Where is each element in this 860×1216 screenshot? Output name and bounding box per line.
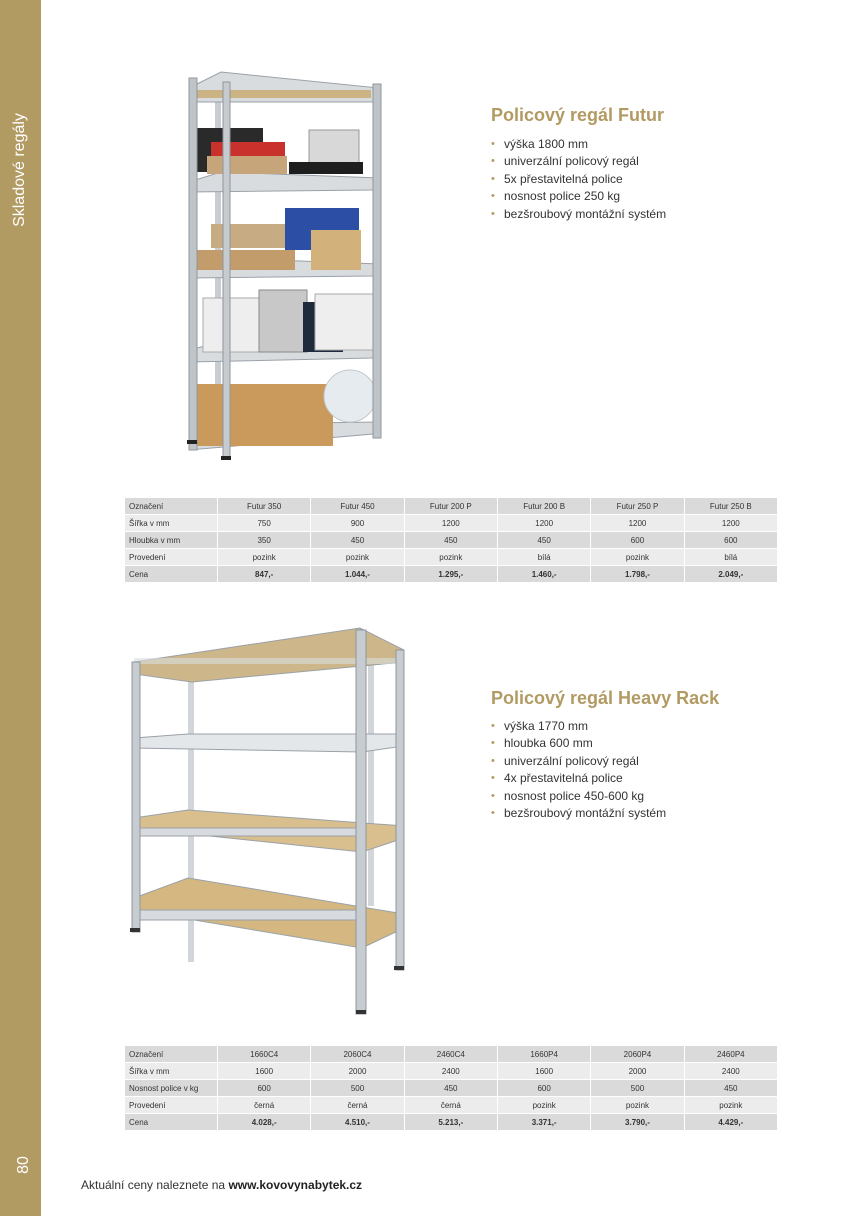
table-cell: 2060C4 xyxy=(311,1046,404,1063)
table-cell: 450 xyxy=(498,532,591,549)
table-cell: pozink xyxy=(498,1097,591,1114)
table-row xyxy=(125,1063,778,1080)
product-title-futur: Policový regál Futur xyxy=(491,105,665,125)
table-cell: 1.295,- xyxy=(405,566,498,583)
table-cell: 4.429,- xyxy=(685,1114,778,1131)
table-cell: 2000 xyxy=(591,1063,684,1080)
table-cell: 2460P4 xyxy=(685,1046,778,1063)
table-cell: 500 xyxy=(311,1080,404,1097)
table-cell: pozink xyxy=(218,549,311,566)
feature-item: • 5x přestavitelná police xyxy=(491,171,666,188)
table-cell: 600 xyxy=(685,532,778,549)
table-cell: pozink xyxy=(591,1097,684,1114)
spec-table-futur xyxy=(125,498,778,583)
table-cell: pozink xyxy=(405,549,498,566)
table-cell: 4.028,- xyxy=(218,1114,311,1131)
table-cell: Označení xyxy=(125,1046,218,1063)
table-cell: Provedení xyxy=(125,1097,218,1114)
feature-item: • nosnost police 250 kg xyxy=(491,188,666,205)
table-row xyxy=(125,1046,778,1063)
table-cell: 1660C4 xyxy=(218,1046,311,1063)
feature-item: • výška 1770 mm xyxy=(491,718,666,735)
table-cell: 1600 xyxy=(498,1063,591,1080)
table-cell: 3.790,- xyxy=(591,1114,684,1131)
website-link[interactable]: www.kovovynabytek.cz xyxy=(228,1178,363,1192)
feature-item: • bezšroubový montážní systém xyxy=(491,805,666,822)
table-cell: 2400 xyxy=(405,1063,498,1080)
table-cell: 3.371,- xyxy=(498,1114,591,1131)
table-cell: 2460C4 xyxy=(405,1046,498,1063)
table-cell: Šířka v mm xyxy=(125,1063,218,1080)
table-row xyxy=(125,515,778,532)
table-cell: 450 xyxy=(685,1080,778,1097)
table-cell: 1.798,- xyxy=(591,566,684,583)
table-cell: 1200 xyxy=(685,515,778,532)
table-cell: 600 xyxy=(498,1080,591,1097)
heavy-rack-image xyxy=(128,622,408,1018)
feature-item: • výška 1800 mm xyxy=(491,136,666,153)
feature-item: • nosnost police 450-600 kg xyxy=(491,788,666,805)
page-number: 80 xyxy=(15,1156,32,1174)
table-cell: 4.510,- xyxy=(311,1114,404,1131)
table-cell: Futur 450 xyxy=(311,498,404,515)
table-cell: 450 xyxy=(405,1080,498,1097)
footer xyxy=(81,1178,362,1192)
table-cell: Cena xyxy=(125,566,218,583)
sidebar xyxy=(0,0,41,1216)
table-row xyxy=(125,532,778,549)
table-cell: Futur 350 xyxy=(218,498,311,515)
table-cell: 350 xyxy=(218,532,311,549)
feature-item: • bezšroubový montážní systém xyxy=(491,206,666,223)
table-cell: Cena xyxy=(125,1114,218,1131)
section-title: Skladové regály xyxy=(11,113,28,227)
table-cell: 900 xyxy=(311,515,404,532)
table-cell: Futur 250 B xyxy=(685,498,778,515)
table-cell: 1.044,- xyxy=(311,566,404,583)
table-cell: 1200 xyxy=(405,515,498,532)
product-title-heavy-rack: Policový regál Heavy Rack xyxy=(491,688,720,708)
futur-shelf-image xyxy=(185,66,385,468)
table-cell: 750 xyxy=(218,515,311,532)
table-cell: 1660P4 xyxy=(498,1046,591,1063)
table-cell: 2.049,- xyxy=(685,566,778,583)
table-cell: Označení xyxy=(125,498,218,515)
table-cell: bílá xyxy=(498,549,591,566)
table-cell: Futur 250 P xyxy=(591,498,684,515)
table-row xyxy=(125,1097,778,1114)
feature-item: • univerzální policový regál xyxy=(491,153,666,170)
table-cell: 2000 xyxy=(311,1063,404,1080)
table-cell: 1600 xyxy=(218,1063,311,1080)
table-cell: černá xyxy=(405,1097,498,1114)
table-cell: 1.460,- xyxy=(498,566,591,583)
table-cell: 600 xyxy=(591,532,684,549)
table-cell: 2060P4 xyxy=(591,1046,684,1063)
table-cell: Futur 200 B xyxy=(498,498,591,515)
table-cell: 5.213,- xyxy=(405,1114,498,1131)
footer-text: Aktuální ceny naleznete na xyxy=(81,1178,229,1192)
table-cell: pozink xyxy=(311,549,404,566)
table-cell: 500 xyxy=(591,1080,684,1097)
table-cell: černá xyxy=(311,1097,404,1114)
table-row xyxy=(125,1114,778,1131)
table-cell: 2400 xyxy=(685,1063,778,1080)
spec-table-heavy-rack xyxy=(125,1046,778,1131)
table-row xyxy=(125,566,778,583)
table-cell: 1200 xyxy=(498,515,591,532)
feature-item: • 4x přestavitelná police xyxy=(491,770,666,787)
table-cell: Provedení xyxy=(125,549,218,566)
table-cell: 600 xyxy=(218,1080,311,1097)
table-cell: Nosnost police v kg xyxy=(125,1080,218,1097)
table-cell: Futur 200 P xyxy=(405,498,498,515)
table-cell: Šířka v mm xyxy=(125,515,218,532)
table-cell: bílá xyxy=(685,549,778,566)
table-row xyxy=(125,549,778,566)
table-cell: Hloubka v mm xyxy=(125,532,218,549)
feature-item: • univerzální policový regál xyxy=(491,753,666,770)
feature-item: • hloubka 600 mm xyxy=(491,735,666,752)
table-row xyxy=(125,1080,778,1097)
table-cell: 847,- xyxy=(218,566,311,583)
table-cell: pozink xyxy=(685,1097,778,1114)
table-cell: 1200 xyxy=(591,515,684,532)
feature-list-heavy-rack xyxy=(491,718,666,822)
table-cell: 450 xyxy=(311,532,404,549)
table-cell: pozink xyxy=(591,549,684,566)
table-cell: 450 xyxy=(405,532,498,549)
table-row xyxy=(125,498,778,515)
feature-list-futur xyxy=(491,136,666,223)
table-cell: černá xyxy=(218,1097,311,1114)
